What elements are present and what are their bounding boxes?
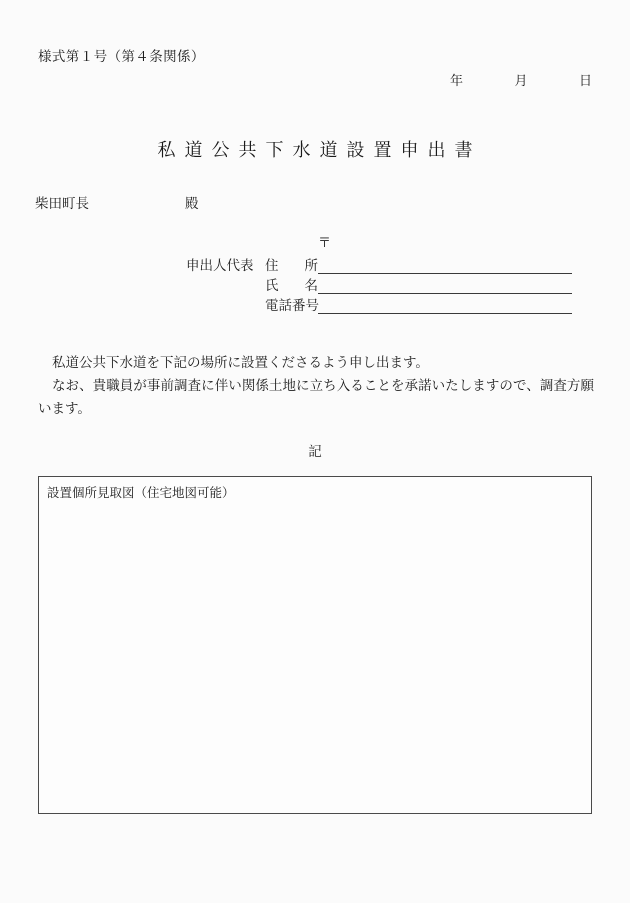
ki-marker: 記: [308, 444, 322, 460]
name-input[interactable]: [318, 278, 572, 294]
postal-code-icon: 〒: [318, 236, 332, 251]
address-label-char-2: 所: [304, 258, 318, 274]
phone-input[interactable]: [318, 298, 572, 314]
phone-row: [186, 294, 572, 314]
applicant-fields: [186, 254, 572, 314]
address-label: [265, 254, 318, 274]
page-title: 私道公共下水道設置申出書: [157, 140, 482, 161]
drawing-area-label: 設置個所見取図（住宅地図可能）: [47, 485, 235, 500]
phone-label: 電話番号: [265, 298, 319, 314]
form-number: 様式第１号（第４条関係）: [38, 49, 205, 65]
date-line: [450, 70, 592, 89]
body-paragraph-2: なお、貴職員が事前調査に伴い関係土地に立ち入ることを承諾いたしますので、調査方願います。: [38, 378, 594, 417]
day-label: 日: [578, 74, 592, 89]
drawing-area[interactable]: [38, 476, 592, 814]
name-label: [265, 274, 318, 294]
name-label-char-1: 氏: [265, 278, 279, 294]
year-label: 年: [450, 74, 464, 89]
body-paragraph-1: 私道公共下水道を下記の場所に設置くださるよう申し出ます。: [52, 355, 429, 371]
body-text: [38, 352, 594, 421]
name-row: [186, 274, 572, 294]
addressee: [35, 192, 199, 212]
addressee-recipient: 柴田町長: [35, 196, 89, 212]
month-label: 月: [514, 74, 528, 89]
applicant-section-label: 申出人代表: [186, 258, 254, 274]
address-input[interactable]: [318, 258, 572, 274]
name-label-char-2: 名: [304, 278, 318, 294]
addressee-honorific: 殿: [185, 196, 199, 212]
address-label-char-1: 住: [265, 258, 279, 274]
address-row: [186, 254, 572, 274]
